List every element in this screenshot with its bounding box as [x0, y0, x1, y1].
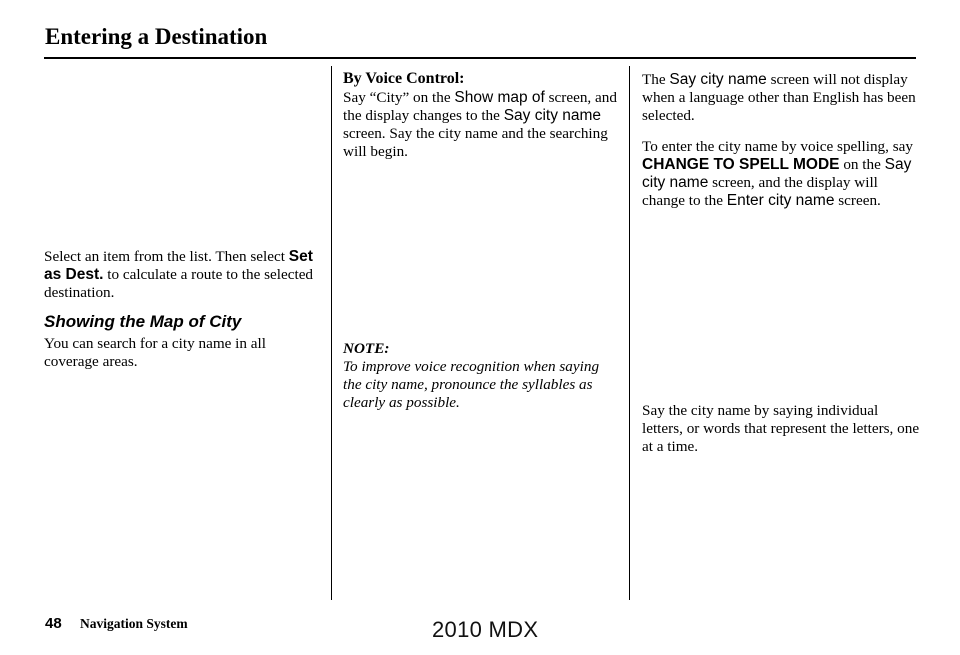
ui-label: Say city name	[503, 107, 602, 124]
text-run: screen.	[834, 192, 881, 209]
footer-title: Navigation System	[80, 616, 188, 631]
note-label: NOTE:	[343, 340, 390, 357]
search-city-paragraph: You can search for a city name in all coverage areas.	[44, 335, 266, 370]
page-number: 48	[45, 615, 62, 632]
page-title: Entering a Destination	[45, 24, 268, 49]
text-run: to calculate a route to the selected destination.	[44, 266, 314, 301]
voice-control-heading: By Voice Control:	[343, 70, 465, 87]
ui-label: Show map of	[454, 89, 545, 106]
spell-mode-paragraph	[642, 138, 922, 210]
column-divider	[331, 66, 332, 600]
section-heading: Showing the Map of City	[44, 312, 242, 331]
text-run: screen. Say the city name and the searching will begin.	[343, 125, 608, 160]
column-divider	[629, 66, 630, 600]
voice-command: CHANGE TO SPELL MODE	[642, 156, 840, 173]
ui-label: Say city name	[669, 71, 767, 88]
text-run: screen will not display when a language other than English has been selected.	[642, 71, 916, 124]
text-run: Select an item from the list. Then select	[44, 248, 289, 265]
voice-control-paragraph	[343, 89, 618, 161]
language-paragraph	[642, 71, 922, 125]
text-run: screen, and the display will change to the	[642, 174, 878, 209]
title-rule	[44, 57, 916, 59]
ui-label: Say city name	[642, 156, 912, 191]
ui-label: Set as Dest.	[44, 248, 313, 283]
text-run: screen, and the display changes to the	[343, 89, 617, 124]
ui-label: Enter city name	[726, 192, 835, 209]
text-run: Say “City” on the	[343, 89, 455, 106]
spelling-paragraph: Say the city name by saying individual letters, or words that represent the letters, one at a time.	[642, 402, 920, 455]
text-run: on the	[839, 156, 885, 173]
text-run: The	[642, 71, 670, 88]
watermark: 2010 MDX	[432, 617, 539, 642]
note-text: To improve voice recognition when saying the city name, pronounce the syllables as clearly as possible.	[343, 358, 600, 411]
text-run: To enter the city name by voice spelling, say	[642, 138, 913, 155]
select-item-paragraph	[44, 248, 322, 302]
